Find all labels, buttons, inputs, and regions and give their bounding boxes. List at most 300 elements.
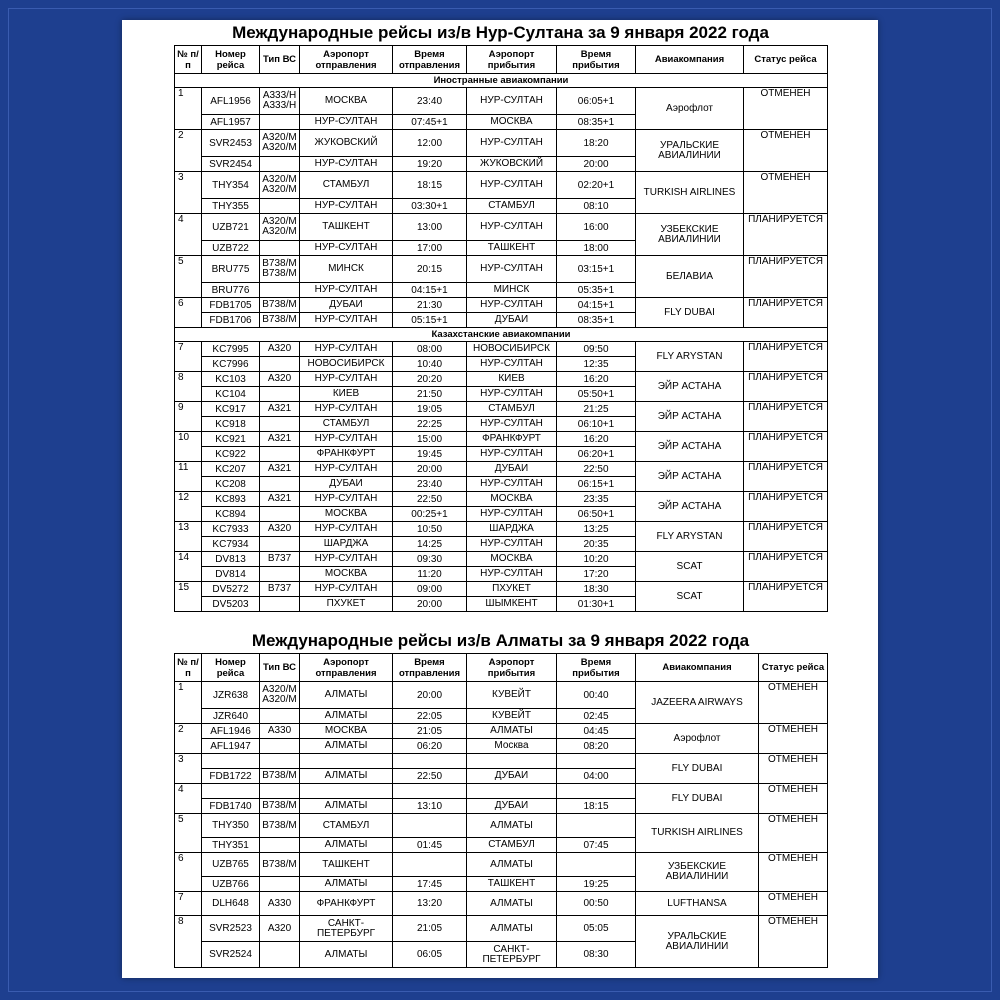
flight-status: ОТМЕНЕН [759, 724, 828, 754]
arrival-time: 08:35+1 [557, 313, 636, 328]
departure-airport: АЛМАТЫ [300, 682, 393, 709]
nur-sultan-title: Международные рейсы из/в Нур-Султана за 9 января 2022 года [232, 23, 769, 42]
airline: УРАЛЬСКИЕ АВИАЛИНИИ [636, 130, 744, 172]
row-number: 1 [175, 682, 202, 724]
airline: TURKISH AIRLINES [636, 814, 759, 853]
flight-number: UZB766 [202, 877, 260, 892]
almaty-title: Международные рейсы из/в Алматы за 9 января 2022 года [251, 631, 750, 650]
aircraft-type: B738/M B738/M [260, 256, 300, 283]
arrival-airport: ШАРДЖА [467, 522, 557, 537]
arrival-airport: НУР-СУЛТАН [467, 130, 557, 157]
departure-airport: СТАМБУЛ [300, 172, 393, 199]
arrival-airport: СТАМБУЛ [467, 402, 557, 417]
flight-number: DV813 [202, 552, 260, 567]
aircraft-type [260, 537, 300, 552]
aircraft-type: A320 [260, 342, 300, 357]
arrival-airport: НУР-СУЛТАН [467, 88, 557, 115]
departure-airport: НУР-СУЛТАН [300, 432, 393, 447]
departure-time [393, 784, 467, 799]
aircraft-type [260, 417, 300, 432]
arrival-time: 12:35 [557, 357, 636, 372]
flight-number: KC7934 [202, 537, 260, 552]
flight-status: ПЛАНИРУЕТСЯ [744, 214, 828, 256]
aircraft-type: B738/M [260, 853, 300, 877]
airline: ЭЙР АСТАНА [636, 492, 744, 522]
departure-time: 22:50 [393, 492, 467, 507]
flight-status: ПЛАНИРУЕТСЯ [744, 552, 828, 582]
row-number: 10 [175, 432, 202, 462]
airline: FLY ARYSTAN [636, 522, 744, 552]
flight-number: THY350 [202, 814, 260, 838]
aircraft-type: B738/M [260, 298, 300, 313]
departure-time: 13:10 [393, 799, 467, 814]
row-number: 2 [175, 724, 202, 754]
aircraft-type [260, 739, 300, 754]
aircraft-type: B738/M [260, 799, 300, 814]
arrival-time: 13:25 [557, 522, 636, 537]
airline: ЭЙР АСТАНА [636, 402, 744, 432]
table-row [175, 432, 828, 447]
departure-airport: ДУБАИ [300, 477, 393, 492]
departure-time: 20:00 [393, 597, 467, 612]
flight-number [202, 784, 260, 799]
flight-number: DLH648 [202, 892, 260, 916]
flight-status: ПЛАНИРУЕТСЯ [744, 432, 828, 462]
departure-airport: АЛМАТЫ [300, 942, 393, 968]
arrival-airport: САНКТ-ПЕТЕРБУРГ [467, 942, 557, 968]
arrival-time [557, 814, 636, 838]
departure-airport: МОСКВА [300, 88, 393, 115]
flight-number: KC207 [202, 462, 260, 477]
section-label: Казахстанские авиакомпании [175, 328, 828, 342]
arrival-time: 19:25 [557, 877, 636, 892]
column-header: Номер рейса [202, 46, 260, 74]
flight-status: ПЛАНИРУЕТСЯ [744, 492, 828, 522]
departure-airport: НУР-СУЛТАН [300, 115, 393, 130]
departure-time: 23:40 [393, 477, 467, 492]
aircraft-type [260, 477, 300, 492]
departure-airport: ТАШКЕНТ [300, 853, 393, 877]
airline: УЗБЕКСКИЕ АВИАЛИНИИ [636, 214, 744, 256]
arrival-airport: ПХУКЕТ [467, 582, 557, 597]
flight-number: THY351 [202, 838, 260, 853]
arrival-time: 17:20 [557, 567, 636, 582]
table-row [175, 522, 828, 537]
arrival-airport [467, 784, 557, 799]
table-header-row [175, 654, 828, 682]
airline: SCAT [636, 582, 744, 612]
flight-status: ОТМЕНЕН [744, 130, 828, 172]
column-header: Тип ВС [260, 46, 300, 74]
arrival-time [557, 784, 636, 799]
departure-time: 17:45 [393, 877, 467, 892]
column-header: Номер рейса [202, 654, 260, 682]
arrival-time: 02:45 [557, 709, 636, 724]
departure-time: 19:05 [393, 402, 467, 417]
arrival-airport: КУВЕЙТ [467, 709, 557, 724]
table-row [175, 492, 828, 507]
flight-status: ОТМЕНЕН [759, 784, 828, 814]
departure-time: 08:00 [393, 342, 467, 357]
table-row [175, 256, 828, 283]
flight-number: KC917 [202, 402, 260, 417]
arrival-time: 00:40 [557, 682, 636, 709]
table-row [175, 582, 828, 597]
table-row [175, 298, 828, 313]
flight-number: KC7933 [202, 522, 260, 537]
arrival-airport: ШЫМКЕНТ [467, 597, 557, 612]
column-header: Статус рейса [759, 654, 828, 682]
aircraft-type [260, 942, 300, 968]
aircraft-type [260, 199, 300, 214]
flight-number [202, 754, 260, 769]
airline: Аэрофлот [636, 724, 759, 754]
flight-status: ОТМЕНЕН [759, 892, 828, 916]
row-number: 1 [175, 88, 202, 130]
flight-number: DV5272 [202, 582, 260, 597]
flight-number: SVR2523 [202, 916, 260, 942]
aircraft-type: A321 [260, 492, 300, 507]
airline: УРАЛЬСКИЕ АВИАЛИНИИ [636, 916, 759, 968]
airline: FLY DUBAI [636, 784, 759, 814]
departure-time: 09:00 [393, 582, 467, 597]
airline: FLY ARYSTAN [636, 342, 744, 372]
column-header: Время отправления [393, 46, 467, 74]
departure-time: 18:15 [393, 172, 467, 199]
arrival-time: 08:20 [557, 739, 636, 754]
column-header: № п/п [175, 654, 202, 682]
flight-number: DV5203 [202, 597, 260, 612]
flight-status: ОТМЕНЕН [759, 916, 828, 968]
flight-number: FDB1706 [202, 313, 260, 328]
flight-number: SVR2524 [202, 942, 260, 968]
table-section-row [175, 328, 828, 342]
arrival-airport: МИНСК [467, 283, 557, 298]
departure-time: 15:00 [393, 432, 467, 447]
departure-time: 13:20 [393, 892, 467, 916]
row-number: 8 [175, 916, 202, 968]
departure-airport: АЛМАТЫ [300, 799, 393, 814]
aircraft-type [260, 387, 300, 402]
almaty-section [174, 629, 827, 968]
flight-number: THY355 [202, 199, 260, 214]
flight-status: ПЛАНИРУЕТСЯ [744, 372, 828, 402]
departure-airport: АЛМАТЫ [300, 838, 393, 853]
flight-number: SVR2453 [202, 130, 260, 157]
flight-number: UZB765 [202, 853, 260, 877]
schedule-sheet [122, 20, 878, 978]
aircraft-type: A333/H A333/H [260, 88, 300, 115]
arrival-airport: НУР-СУЛТАН [467, 417, 557, 432]
departure-airport: ДУБАИ [300, 298, 393, 313]
row-number: 15 [175, 582, 202, 612]
departure-time: 10:40 [393, 357, 467, 372]
departure-time: 17:00 [393, 241, 467, 256]
arrival-time: 06:15+1 [557, 477, 636, 492]
arrival-airport: АЛМАТЫ [467, 814, 557, 838]
flight-number: KC893 [202, 492, 260, 507]
flight-number: BRU776 [202, 283, 260, 298]
row-number: 6 [175, 298, 202, 328]
arrival-time: 22:50 [557, 462, 636, 477]
arrival-time: 07:45 [557, 838, 636, 853]
arrival-time: 23:35 [557, 492, 636, 507]
departure-time: 00:25+1 [393, 507, 467, 522]
arrival-airport: КИЕВ [467, 372, 557, 387]
aircraft-type: B737 [260, 552, 300, 567]
aircraft-type: A320/M A320/M [260, 172, 300, 199]
arrival-airport: ФРАНКФУРТ [467, 432, 557, 447]
row-number: 8 [175, 372, 202, 402]
flight-number: FDB1705 [202, 298, 260, 313]
departure-time: 03:30+1 [393, 199, 467, 214]
aircraft-type [260, 838, 300, 853]
departure-airport [300, 754, 393, 769]
arrival-time: 04:15+1 [557, 298, 636, 313]
row-number: 3 [175, 754, 202, 784]
arrival-time: 08:30 [557, 942, 636, 968]
aircraft-type: A320 [260, 372, 300, 387]
flight-number: KC922 [202, 447, 260, 462]
table-row [175, 892, 828, 916]
column-header: № п/п [175, 46, 202, 74]
arrival-airport: МОСКВА [467, 552, 557, 567]
section-label: Иностранные авиакомпании [175, 74, 828, 88]
flight-number: KC918 [202, 417, 260, 432]
departure-time: 21:05 [393, 724, 467, 739]
arrival-airport: НУР-СУЛТАН [467, 172, 557, 199]
flight-status: ПЛАНИРУЕТСЯ [744, 402, 828, 432]
departure-airport [300, 784, 393, 799]
arrival-airport: НУР-СУЛТАН [467, 387, 557, 402]
aircraft-type [260, 597, 300, 612]
arrival-airport: НУР-СУЛТАН [467, 477, 557, 492]
aircraft-type: A321 [260, 462, 300, 477]
arrival-airport [467, 754, 557, 769]
column-header: Аэропорт прибытия [467, 46, 557, 74]
departure-time: 21:30 [393, 298, 467, 313]
departure-time: 14:25 [393, 537, 467, 552]
departure-airport: ШАРДЖА [300, 537, 393, 552]
flight-status: ОТМЕНЕН [759, 682, 828, 724]
row-number: 11 [175, 462, 202, 492]
row-number: 5 [175, 256, 202, 298]
nur-sultan-table [174, 45, 828, 612]
arrival-time: 05:50+1 [557, 387, 636, 402]
flight-number: AFL1947 [202, 739, 260, 754]
arrival-airport: НУР-СУЛТАН [467, 567, 557, 582]
aircraft-type: B738/M [260, 313, 300, 328]
aircraft-type: A330 [260, 892, 300, 916]
row-number: 14 [175, 552, 202, 582]
aircraft-type [260, 283, 300, 298]
arrival-time: 16:20 [557, 372, 636, 387]
aircraft-type: A320 [260, 522, 300, 537]
aircraft-type: B738/M [260, 814, 300, 838]
row-number: 6 [175, 853, 202, 892]
departure-airport: ФРАНКФУРТ [300, 892, 393, 916]
arrival-time: 00:50 [557, 892, 636, 916]
departure-time: 07:45+1 [393, 115, 467, 130]
row-number: 9 [175, 402, 202, 432]
departure-airport: НУР-СУЛТАН [300, 241, 393, 256]
arrival-time: 01:30+1 [557, 597, 636, 612]
flight-status: ПЛАНИРУЕТСЯ [744, 298, 828, 328]
aircraft-type: A321 [260, 402, 300, 417]
airline: FLY DUBAI [636, 754, 759, 784]
arrival-airport: ДУБАИ [467, 799, 557, 814]
arrival-airport: МОСКВА [467, 492, 557, 507]
flight-number: UZB722 [202, 241, 260, 256]
departure-time: 22:05 [393, 709, 467, 724]
departure-time: 22:25 [393, 417, 467, 432]
row-number: 7 [175, 342, 202, 372]
aircraft-type: A320/M A320/M [260, 130, 300, 157]
arrival-time: 18:00 [557, 241, 636, 256]
flight-number: JZR640 [202, 709, 260, 724]
departure-airport: АЛМАТЫ [300, 769, 393, 784]
arrival-time: 06:50+1 [557, 507, 636, 522]
departure-airport: ФРАНКФУРТ [300, 447, 393, 462]
arrival-airport: НУР-СУЛТАН [467, 298, 557, 313]
departure-airport: НУР-СУЛТАН [300, 157, 393, 172]
table-row [175, 172, 828, 199]
flight-number: KC7995 [202, 342, 260, 357]
column-header: Авиакомпания [636, 654, 759, 682]
flight-number: FDB1722 [202, 769, 260, 784]
column-header: Тип ВС [260, 654, 300, 682]
departure-airport: НОВОСИБИРСК [300, 357, 393, 372]
row-number: 7 [175, 892, 202, 916]
flight-status: ПЛАНИРУЕТСЯ [744, 522, 828, 552]
arrival-airport: ДУБАИ [467, 313, 557, 328]
departure-airport: НУР-СУЛТАН [300, 492, 393, 507]
table-row [175, 754, 828, 769]
arrival-time: 20:00 [557, 157, 636, 172]
flight-number: FDB1740 [202, 799, 260, 814]
flight-status: ОТМЕНЕН [759, 754, 828, 784]
arrival-time: 09:50 [557, 342, 636, 357]
arrival-airport: НУР-СУЛТАН [467, 537, 557, 552]
flight-number: AFL1957 [202, 115, 260, 130]
departure-airport: САНКТ-ПЕТЕРБУРГ [300, 916, 393, 942]
aircraft-type [260, 754, 300, 769]
flight-status: ОТМЕНЕН [744, 172, 828, 214]
arrival-time: 18:30 [557, 582, 636, 597]
departure-time: 23:40 [393, 88, 467, 115]
departure-airport: ЖУКОВСКИЙ [300, 130, 393, 157]
table-section-row [175, 74, 828, 88]
arrival-time: 05:05 [557, 916, 636, 942]
arrival-time: 05:35+1 [557, 283, 636, 298]
departure-time [393, 853, 467, 877]
row-number: 12 [175, 492, 202, 522]
flight-status: ОТМЕНЕН [759, 853, 828, 892]
aircraft-type: A320/M A320/M [260, 214, 300, 241]
arrival-time: 02:20+1 [557, 172, 636, 199]
aircraft-type: A320/M A320/M [260, 682, 300, 709]
arrival-airport: ТАШКЕНТ [467, 241, 557, 256]
departure-airport: НУР-СУЛТАН [300, 582, 393, 597]
column-header: Авиакомпания [636, 46, 744, 74]
departure-airport: НУР-СУЛТАН [300, 462, 393, 477]
departure-time: 20:00 [393, 462, 467, 477]
arrival-time: 18:20 [557, 130, 636, 157]
aircraft-type: B738/M [260, 769, 300, 784]
arrival-time: 06:05+1 [557, 88, 636, 115]
aircraft-type: B737 [260, 582, 300, 597]
arrival-airport: СТАМБУЛ [467, 199, 557, 214]
arrival-airport: НУР-СУЛТАН [467, 357, 557, 372]
departure-airport: КИЕВ [300, 387, 393, 402]
flight-number: KC921 [202, 432, 260, 447]
departure-time: 11:20 [393, 567, 467, 582]
aircraft-type [260, 784, 300, 799]
airline: SCAT [636, 552, 744, 582]
airline: УЗБЕКСКИЕ АВИАЛИНИИ [636, 853, 759, 892]
table-row [175, 784, 828, 799]
column-header: Аэропорт отправления [300, 46, 393, 74]
flight-number: JZR638 [202, 682, 260, 709]
table-row [175, 342, 828, 357]
departure-airport: МОСКВА [300, 567, 393, 582]
flight-status: ПЛАНИРУЕТСЯ [744, 462, 828, 492]
flight-number: KC104 [202, 387, 260, 402]
row-number: 4 [175, 214, 202, 256]
airline: FLY DUBAI [636, 298, 744, 328]
aircraft-type [260, 567, 300, 582]
departure-time: 20:20 [393, 372, 467, 387]
departure-time: 21:05 [393, 916, 467, 942]
arrival-time: 04:45 [557, 724, 636, 739]
arrival-time [557, 853, 636, 877]
airline: ЭЙР АСТАНА [636, 432, 744, 462]
flight-number: SVR2454 [202, 157, 260, 172]
arrival-airport: НУР-СУЛТАН [467, 447, 557, 462]
departure-time: 12:00 [393, 130, 467, 157]
arrival-airport: НОВОСИБИРСК [467, 342, 557, 357]
flight-status: ПЛАНИРУЕТСЯ [744, 342, 828, 372]
departure-time: 06:05 [393, 942, 467, 968]
table-row [175, 814, 828, 838]
airline: ЭЙР АСТАНА [636, 372, 744, 402]
departure-time: 20:15 [393, 256, 467, 283]
departure-time [393, 814, 467, 838]
column-header: Время отправления [393, 654, 467, 682]
arrival-airport: НУР-СУЛТАН [467, 256, 557, 283]
table-row [175, 130, 828, 157]
departure-airport: АЛМАТЫ [300, 709, 393, 724]
aircraft-type [260, 709, 300, 724]
arrival-airport: АЛМАТЫ [467, 892, 557, 916]
departure-airport: СТАМБУЛ [300, 814, 393, 838]
almaty-table [174, 653, 828, 968]
departure-time [393, 754, 467, 769]
aircraft-type [260, 241, 300, 256]
arrival-time: 08:10 [557, 199, 636, 214]
flight-number: KC894 [202, 507, 260, 522]
table-row [175, 853, 828, 877]
airline: Аэрофлот [636, 88, 744, 130]
table-row [175, 88, 828, 115]
departure-airport: НУР-СУЛТАН [300, 342, 393, 357]
arrival-airport: ДУБАИ [467, 462, 557, 477]
arrival-airport: Москва [467, 739, 557, 754]
aircraft-type: A321 [260, 432, 300, 447]
departure-airport: НУР-СУЛТАН [300, 372, 393, 387]
departure-airport: НУР-СУЛТАН [300, 199, 393, 214]
column-header: Время прибытия [557, 654, 636, 682]
